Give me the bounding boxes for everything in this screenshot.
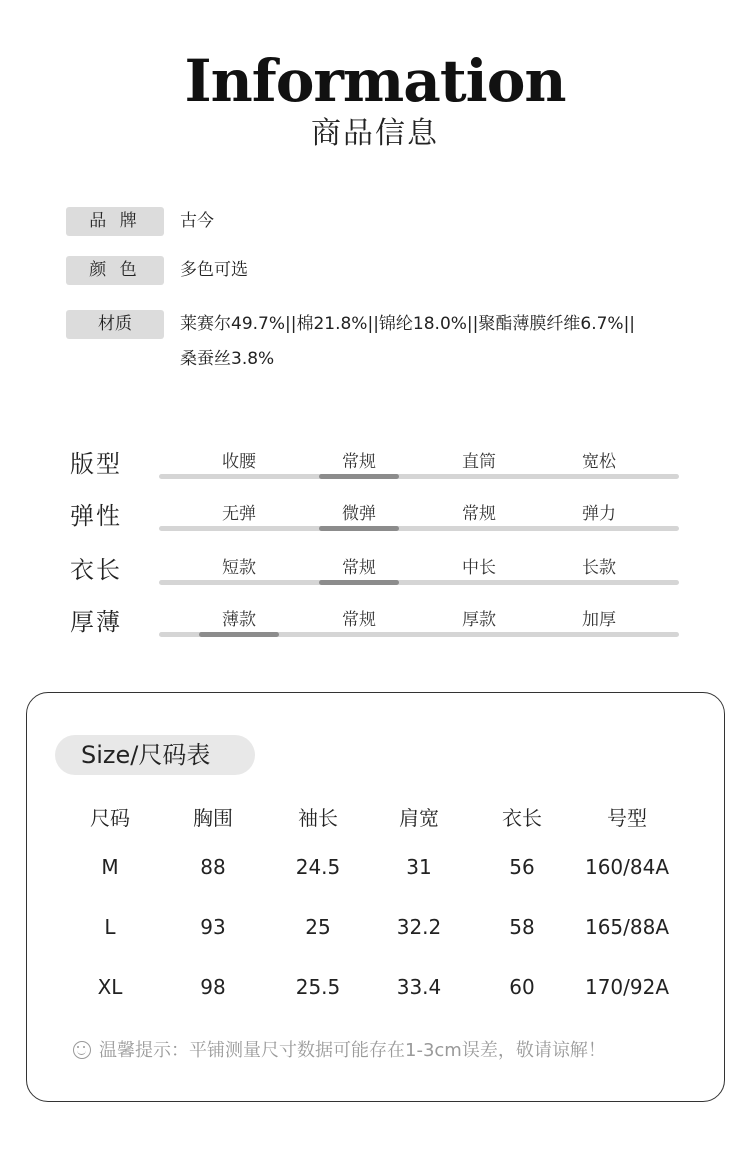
size-cell: M (101, 855, 119, 879)
scale-option: 长款 (582, 558, 616, 578)
scale-option: 直筒 (462, 452, 496, 472)
size-cell: 32.2 (396, 915, 442, 939)
size-cell: 98 (200, 975, 226, 999)
size-cell: L (104, 915, 116, 939)
size-cell: 60 (509, 975, 535, 999)
scale-label: 厚薄 (70, 608, 122, 636)
scale-option: 短款 (222, 558, 256, 578)
size-chart-title: Size/尺码表 (55, 735, 255, 775)
size-cell: 165/88A (584, 915, 670, 939)
size-cell: 93 (200, 915, 226, 939)
size-cell: 58 (509, 915, 535, 939)
scale-track (159, 474, 679, 479)
size-note (73, 1037, 693, 1065)
scale-row (70, 598, 690, 644)
size-header-cell: 尺码 (90, 806, 130, 830)
scale-option: 常规 (462, 504, 496, 524)
scale-row (70, 546, 690, 592)
size-cell: 25 (305, 915, 331, 939)
title-cn: 商品信息 (311, 116, 439, 151)
brand-value: 古今 (180, 211, 214, 231)
size-header-cell: 号型 (607, 806, 647, 830)
size-header-cell: 胸围 (193, 806, 233, 830)
scale-selected-indicator (319, 474, 399, 479)
size-cell: 25.5 (295, 975, 341, 999)
material-line-2: 桑蚕丝3.8% (180, 349, 275, 369)
scale-option: 微弹 (342, 504, 376, 524)
scale-option: 宽松 (582, 452, 616, 472)
size-cell: 31 (406, 855, 432, 879)
material-label: 材质 (66, 310, 164, 339)
size-cell: 56 (509, 855, 535, 879)
scale-track (159, 580, 679, 585)
scale-selected-indicator (319, 526, 399, 531)
scale-row (70, 492, 690, 538)
scale-option: 常规 (342, 558, 376, 578)
scale-option: 弹力 (582, 504, 616, 524)
size-note-text: 温馨提示：平铺测量尺寸数据可能存在1-3cm误差，敬请谅解！ (99, 1040, 606, 1061)
scale-row (70, 440, 690, 486)
title-en: Information (184, 47, 566, 115)
scale-option: 薄款 (222, 610, 256, 630)
scale-label: 弹性 (70, 502, 122, 530)
size-cell: 170/92A (584, 975, 670, 999)
scale-track (159, 632, 679, 637)
material-value (180, 307, 700, 377)
scale-option: 加厚 (582, 610, 616, 630)
scale-option: 常规 (342, 610, 376, 630)
scale-label: 版型 (70, 450, 122, 478)
scale-selected-indicator (199, 632, 279, 637)
scale-option: 中长 (462, 558, 496, 578)
scale-option: 无弹 (222, 504, 256, 524)
size-cell: XL (97, 975, 123, 999)
size-table-row (27, 852, 726, 882)
brand-label: 品 牌 (66, 207, 164, 236)
color-value: 多色可选 (180, 260, 248, 280)
color-label: 颜 色 (66, 256, 164, 285)
scale-label: 衣长 (70, 556, 122, 584)
scale-selected-indicator (319, 580, 399, 585)
size-table-header (27, 803, 726, 833)
scale-option: 收腰 (222, 452, 256, 472)
size-header-cell: 衣长 (502, 806, 542, 830)
scale-track (159, 526, 679, 531)
size-header-cell: 袖长 (298, 806, 338, 830)
size-header-cell: 肩宽 (399, 806, 439, 830)
scale-option: 常规 (342, 452, 376, 472)
size-cell: 160/84A (584, 855, 670, 879)
size-chart-card (26, 692, 725, 1102)
size-cell: 24.5 (295, 855, 341, 879)
smiley-icon (73, 1041, 91, 1059)
size-table-row (27, 972, 726, 1002)
material-line-1: 莱赛尔49.7%||棉21.8%||锦纶18.0%||聚酯薄膜纤维6.7%|| (180, 314, 636, 334)
size-table-row (27, 912, 726, 942)
scale-option: 厚款 (462, 610, 496, 630)
size-cell: 33.4 (396, 975, 442, 999)
size-cell: 88 (200, 855, 226, 879)
